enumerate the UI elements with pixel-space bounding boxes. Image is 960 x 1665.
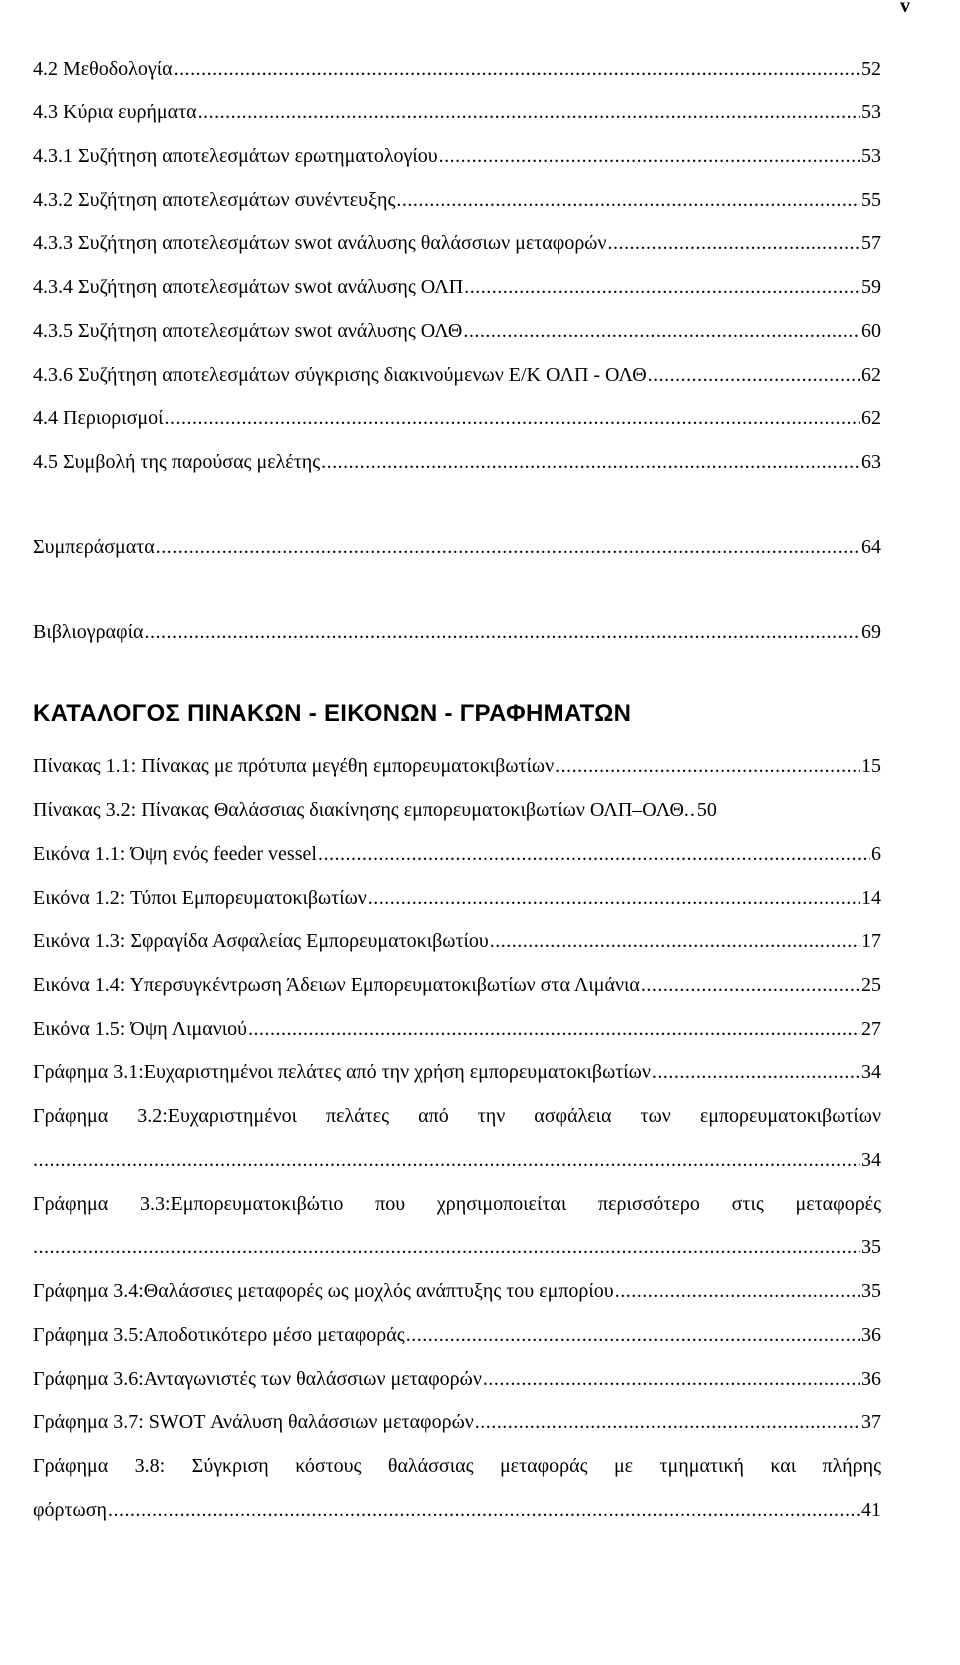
toc-entry[interactable] [33,533,881,561]
toc-entry[interactable] [33,55,881,83]
dot-leader [608,229,860,257]
dot-leader [248,1015,860,1043]
toc-entry-page: 60 [861,320,881,342]
toc-entry-label: 4.4 Περιορισμοί [33,407,164,429]
toc-entry-page: 59 [861,276,881,298]
list-entry-label: φόρτωση [33,1499,107,1521]
dot-leader [483,1365,860,1393]
dot-leader [368,884,860,912]
dot-leader [406,1321,860,1349]
list-entry-label: Γράφημα 3.7: SWOT Ανάλυση θαλάσσιων μεταφορών [33,1411,474,1433]
dot-leader [690,796,696,824]
toc-entry[interactable] [33,229,881,257]
toc-entry-label: Βιβλιογραφία [33,621,144,643]
list-entry-page: 34 [861,1061,881,1083]
list-entry[interactable] [33,1365,881,1393]
toc-entry-page: 55 [861,189,881,211]
toc-entry-page: 69 [861,621,881,643]
list-entry-page: 6 [871,843,881,865]
list-entry[interactable] [33,927,881,955]
list-entry-page: 27 [861,1018,881,1040]
dot-leader [198,98,860,126]
list-title: ΚΑΤΑΛΟΓΟΣ ΠΙΝΑΚΩΝ - ΕΙΚΟΝΩΝ - ΓΡΑΦΗΜΑΤΩΝ [33,700,632,727]
toc-entry-label: Συμπεράσματα [33,536,155,558]
list-entry[interactable] [33,1277,881,1305]
list-entry-page: 17 [861,930,881,952]
list-entry[interactable] [33,1408,881,1436]
list-entry[interactable] [33,1190,881,1218]
toc-entry-label: 4.3.6 Συζήτηση αποτελεσμάτων σύγκρισης διακινούμενων Ε/Κ ΟΛΠ - ΟΛΘ [33,364,647,386]
toc-entry-page: 63 [861,451,881,473]
dot-leader [321,448,860,476]
toc-entry-label: 4.3.2 Συζήτηση αποτελεσμάτων συνέντευξης [33,189,396,211]
list-entry-label: Γράφημα 3.3:Εμπορευματοκιβώτιο που χρησιμοποιείται περισσότερο στις μεταφορές [33,1193,881,1215]
dot-leader [33,1233,860,1261]
list-entry-page: 14 [861,887,881,909]
list-entry[interactable] [33,884,881,912]
toc-entry[interactable] [33,404,881,432]
dot-leader [144,618,860,646]
list-entry[interactable] [33,1102,881,1130]
toc-entry[interactable] [33,142,881,170]
toc-entry[interactable] [33,273,881,301]
toc-entry-label: 4.3 Κύρια ευρήματα [33,101,197,123]
list-entry[interactable] [33,752,881,780]
dot-leader [396,186,860,214]
list-entry-label: Εικόνα 1.4: Υπερσυγκέντρωση Άδειων Εμπορευματοκιβωτίων στα Λιμάνια [33,974,640,996]
list-entry-continuation[interactable] [33,1233,881,1261]
toc-entry-page: 53 [861,101,881,123]
dot-leader [490,927,860,955]
list-entry-label: Εικόνα 1.1: Όψη ενός feeder vessel [33,843,317,865]
list-entry-continuation[interactable] [33,1496,881,1524]
dot-leader [164,404,860,432]
list-entry[interactable] [33,840,881,868]
dot-leader [641,971,860,999]
toc-entry-label: 4.5 Συμβολή της παρούσας μελέτης [33,451,321,473]
list-entry-label: Γράφημα 3.1:Ευχαριστημένοι πελάτες από την χρήση εμπορευματοκιβωτίων [33,1061,651,1083]
toc-entry-label: 4.2 Μεθοδολογία [33,58,173,80]
dot-leader [156,533,860,561]
dot-leader [33,1146,860,1174]
list-entry-label: Γράφημα 3.5:Αποδοτικότερο μέσο μεταφοράς [33,1324,405,1346]
dot-leader [439,142,860,170]
list-entry-page: 25 [861,974,881,996]
page-number: v [900,0,910,17]
list-entry-label: Εικόνα 1.3: Σφραγίδα Ασφαλείας Εμπορευματοκιβωτίου [33,930,489,952]
toc-entry[interactable] [33,186,881,214]
toc-entry-label: 4.3.1 Συζήτηση αποτελεσμάτων ερωτηματολογίου [33,145,438,167]
list-entry-label: Γράφημα 3.8: Σύγκριση κόστους θαλάσσιας μεταφοράς με τμηματική και πλήρης [33,1455,881,1477]
toc-entry[interactable] [33,618,881,646]
toc-entry[interactable] [33,361,881,389]
toc-entry[interactable] [33,448,881,476]
list-entry-label: Εικόνα 1.2: Τύποι Εμπορευματοκιβωτίων [33,887,367,909]
dot-leader [174,55,860,83]
toc-entry-page: 53 [861,145,881,167]
toc-entry-page: 52 [861,58,881,80]
toc-entry-page: 64 [861,536,881,558]
dot-leader [615,1277,860,1305]
dot-leader [555,752,860,780]
list-entry[interactable] [33,1452,881,1480]
dot-leader [648,361,860,389]
list-entry-page: 41 [861,1499,881,1521]
list-entry[interactable] [33,1321,881,1349]
list-entry-page: 36 [861,1368,881,1390]
dot-leader [108,1496,860,1524]
toc-entry-label: 4.3.5 Συζήτηση αποτελεσμάτων swot ανάλυσης ΟΛΘ [33,320,463,342]
dot-leader [652,1058,860,1086]
dot-leader [464,273,860,301]
list-entry-page: 34 [861,1149,881,1171]
toc-entry-page: 62 [861,364,881,386]
list-entry-page: 50 [696,799,717,821]
list-entry-label: Εικόνα 1.5: Όψη Λιμανιού [33,1018,248,1040]
list-entry-label: Γράφημα 3.2:Ευχαριστημένοι πελάτες από την ασφάλεια των εμπορευματοκιβωτίων [33,1105,881,1127]
list-entry-page: 37 [861,1411,881,1433]
list-entry-continuation[interactable] [33,1146,881,1174]
dot-leader [463,317,860,345]
toc-entry[interactable] [33,98,881,126]
toc-entry-page: 57 [861,232,881,254]
list-entry[interactable] [33,1058,881,1086]
list-entry-label: Πίνακας 3.2: Πίνακας Θαλάσσιας διακίνησης εμπορευματοκιβωτίων ΟΛΠ–ΟΛΘ. [33,799,689,821]
list-entry-label: Γράφημα 3.6:Ανταγωνιστές των θαλάσσιων μεταφορών [33,1368,482,1390]
list-entry[interactable] [33,796,881,824]
list-entry[interactable] [33,971,881,999]
toc-entry-page: 62 [861,407,881,429]
list-entry-page: 35 [861,1280,881,1302]
dot-leader [318,840,870,868]
list-entry-label: Πίνακας 1.1: Πίνακας με πρότυπα μεγέθη εμπορευματοκιβωτίων [33,755,555,777]
list-entry[interactable] [33,1015,881,1043]
list-entry-page: 15 [861,755,881,777]
toc-entry[interactable] [33,317,881,345]
list-entry-label: Γράφημα 3.4:Θαλάσσιες μεταφορές ως μοχλός ανάπτυξης του εμπορίου [33,1280,614,1302]
toc-entry-label: 4.3.3 Συζήτηση αποτελεσμάτων swot ανάλυσης θαλάσσιων μεταφορών [33,232,607,254]
list-entry-page: 36 [861,1324,881,1346]
list-entry-page: 35 [861,1236,881,1258]
dot-leader [475,1408,860,1436]
toc-entry-label: 4.3.4 Συζήτηση αποτελεσμάτων swot ανάλυσης ΟΛΠ [33,276,464,298]
